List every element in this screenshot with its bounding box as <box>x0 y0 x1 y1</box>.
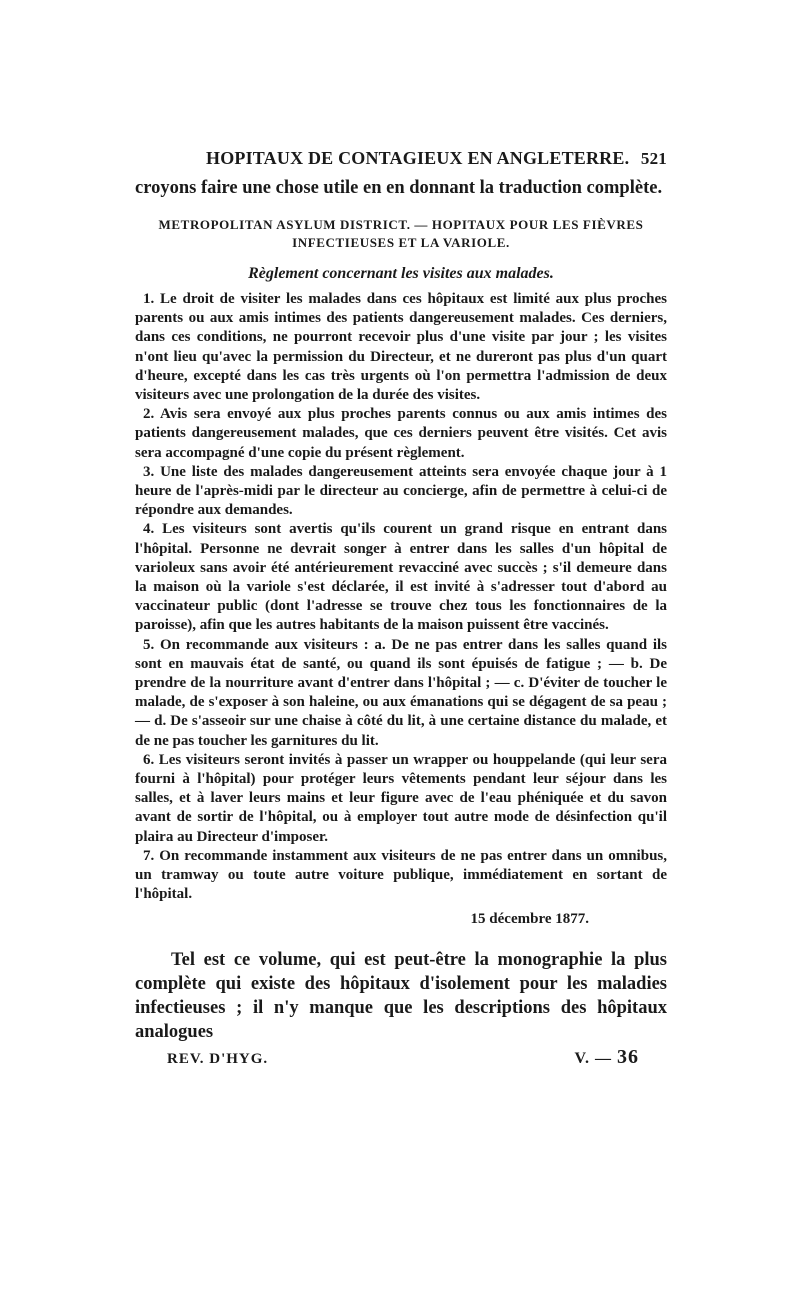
sheet-number: 36 <box>617 1045 639 1068</box>
rule-item-7: 7. On recommande instamment aux visiteurs de ne pas entrer dans un omnibus, un tramway ou toute autre voiture publique, immédiatement en sortant de l'hôpital. <box>135 847 667 903</box>
volume-label: V. — <box>574 1049 612 1067</box>
rule-item-1: 1. Le droit de visiter les malades dans ces hôpitaux est limité aux plus proches parents ou aux amis intimes des patients dangereusement malades. Ces derniers, dans ces conditions, ne pourront recevoir plus d'une visite par jour ; les visites n'ont lieu qu'avec la permission du Directeur, et ne dureront pas plus d'un quart d'heure, excepté dans les cas très urgents où l'on permettra l'admission de deux visiteurs avec une prolongation de la durée des visites. <box>135 291 667 404</box>
rules-date: 15 décembre 1877. <box>470 910 589 927</box>
rule-item-5: 5. On recommande aux visiteurs : a. De ne pas entrer dans les salles quand ils sont en mauvais état de santé, ou quand ils sont épuisés de fatigue ; — b. De prendre de la nourriture avant d'entrer dans l'hôpital ; — c. D'éviter de toucher le malade, de s'exposer à son haleine, ou aux émanations qui se dégagent de sa peau ; — d. De s'asseoir sur une chaise à côté du lit, à une certaine distance du malade, et de ne pas toucher les garnitures du lit. <box>135 636 667 749</box>
document-page <box>135 148 667 1069</box>
volume-marker <box>575 1046 640 1069</box>
rules-list <box>135 290 667 905</box>
running-head <box>135 148 667 176</box>
closing-paragraph <box>135 948 667 1044</box>
rule-item-6: 6. Les visiteurs seront invités à passer un wrapper ou houppelande (qui leur sera fourni à l'hôpital) pour protéger leurs vêtements pendant leur séjour dans les salles, et à laver leurs mains et leur figure avec de l'eau phéniquée et du savon avant de sortir de l'hôpital, ou à employer tout autre mode de désinfection qu'il plaira au Directeur d'imposer. <box>135 751 667 845</box>
rule-item-3: 3. Une liste des malades dangereusement atteints sera envoyée chaque jour à 1 heure de l'après-midi par le directeur au concierge, afin de permettre à celui-ci de répondre aux demandes. <box>135 463 667 519</box>
closing-text: Tel est ce volume, qui est peut-être la monographie la plus complète qui existe des hôpitaux d'isolement pour les maladies infectieuses ; il n'y manque que les descriptions des hôpitaux analogues <box>135 949 667 1042</box>
rules-subheading: Règlement concernant les visites aux malades. <box>248 265 554 282</box>
signature-line <box>135 1046 667 1069</box>
section-heading <box>135 216 667 252</box>
section-heading-line-1: METROPOLITAN ASYLUM DISTRICT. — HOPITAUX POUR LES FIÈVRES <box>158 217 644 232</box>
intro-paragraph: croyons faire une chose utile en en donnant la traduction complète. <box>135 178 663 198</box>
page-number: 521 <box>640 149 667 168</box>
section-heading-line-2: INFECTIEUSES ET LA VARIOLE. <box>292 235 510 250</box>
rule-item-4: 4. Les visiteurs sont avertis qu'ils courent un grand risque en entrant dans l'hôpital. Personne ne devrait songer à entrer dans les salles d'un hôpital de varioleux sans avoir été antérieurement revacciné avec succès ; s'il demeure dans la maison où la variole s'est déclarée, il est invité à s'adresser tout d'abord au vaccinateur public (dont l'adresse se trouve chez tous les fonctionnaires de la paroisse), afin que les autres habitants de la maison puissent être vaccinés. <box>135 521 667 634</box>
rule-item-2: 2. Avis sera envoyé aux plus proches parents connus ou aux amis intimes des patients dangereusement malades, que ces derniers peuvent être visités. Cet avis sera accompagné d'une copie du présent règlement. <box>135 406 667 461</box>
running-head-title: HOPITAUX DE CONTAGIEUX EN ANGLETERRE. <box>206 148 630 168</box>
journal-signature: REV. D'HYG. <box>167 1050 269 1067</box>
